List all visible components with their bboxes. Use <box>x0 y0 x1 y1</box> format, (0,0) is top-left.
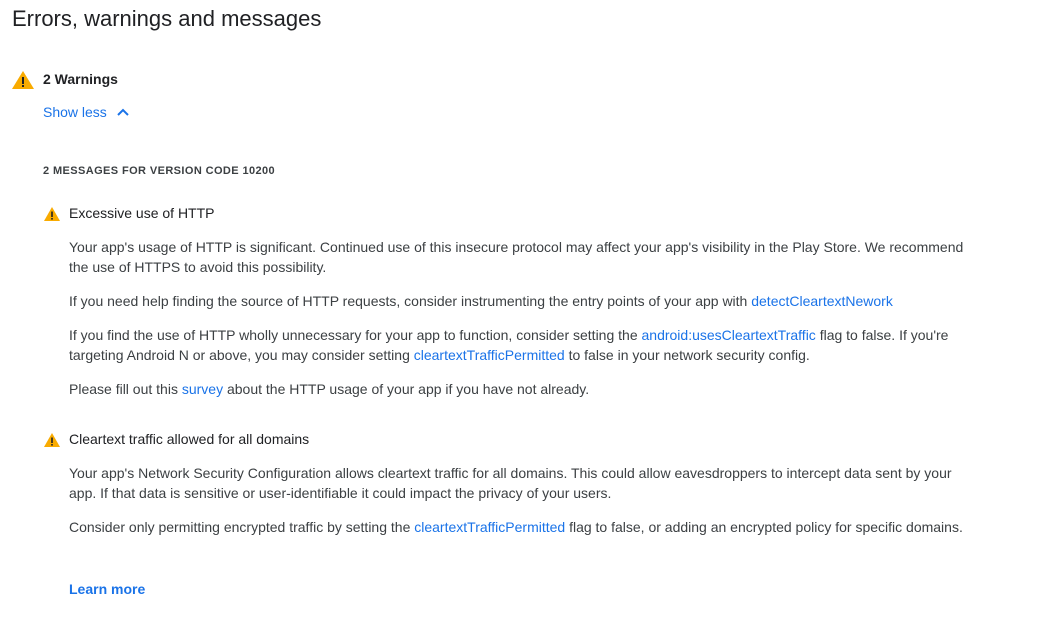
message-paragraph <box>69 517 964 537</box>
message-title: Excessive use of HTTP <box>69 205 215 221</box>
detect-cleartext-network-link[interactable]: detectCleartextNework <box>751 293 893 309</box>
text-span: about the HTTP usage of your app if you have not already. <box>223 381 590 397</box>
text-span: flag to false, or adding an encrypted policy for specific domains. <box>565 519 963 535</box>
show-less-toggle[interactable] <box>43 104 131 120</box>
uses-cleartext-traffic-link[interactable]: android:usesCleartextTraffic <box>641 327 816 343</box>
message-title: Cleartext traffic allowed for all domains <box>69 431 310 447</box>
text-span: Please fill out this <box>69 381 182 397</box>
warning-icon <box>43 432 61 448</box>
text-span: flag to false. If you're targeting Android N or above, you may consider setting <box>69 327 949 363</box>
warning-count: 2 Warnings <box>43 71 118 87</box>
warning-icon <box>11 70 35 90</box>
learn-more-link[interactable]: Learn more <box>69 581 146 597</box>
cleartext-traffic-permitted-link[interactable]: cleartextTrafficPermitted <box>413 347 565 363</box>
text-span: to false in your network security config. <box>564 347 810 363</box>
text-span: Consider only permitting encrypted traffic by setting the <box>69 519 415 535</box>
message-paragraph <box>69 325 964 365</box>
text-span: If you find the use of HTTP wholly unnecessary for your app to function, consider setting the <box>69 327 642 343</box>
message-paragraph: Your app's usage of HTTP is significant. Continued use of this insecure protocol may affect your app's visibility in the Play Store. We recommend the use of HTTPS to avoid this possibility. <box>69 239 964 275</box>
survey-link[interactable]: survey <box>181 381 224 397</box>
message-paragraph: Your app's Network Security Configuration allows cleartext traffic for all domains. This could allow eavesdroppers to intercept data sent by your app. If that data is sensitive or user-identifiable it could impact the privacy of your users. <box>69 465 952 501</box>
show-less-label: Show less <box>43 104 107 120</box>
text-span: If you need help finding the source of HTTP requests, consider instrumenting the entry points of your app with <box>69 293 752 309</box>
cleartext-traffic-permitted-link[interactable]: cleartextTrafficPermitted <box>414 519 566 535</box>
warning-icon <box>43 206 61 222</box>
message-paragraph <box>69 291 964 311</box>
chevron-up-icon <box>115 104 131 120</box>
page-title: Errors, warnings and messages <box>12 6 322 31</box>
message-paragraph <box>69 379 964 399</box>
version-header: 2 MESSAGES FOR VERSION CODE 10200 <box>43 165 276 177</box>
